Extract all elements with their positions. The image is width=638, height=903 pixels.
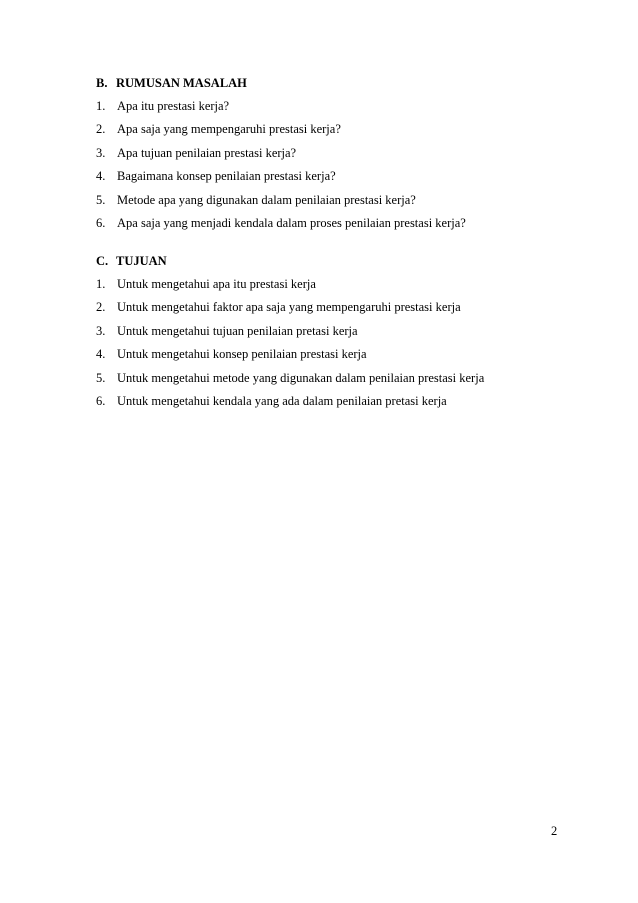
list-item — [96, 144, 466, 167]
item-number: 4. — [96, 169, 106, 184]
list-item — [96, 97, 466, 120]
section-heading — [96, 74, 466, 92]
item-text: Untuk mengetahui metode yang digunakan dalam penilaian prestasi kerja — [117, 370, 485, 385]
item-text: Apa itu prestasi kerja? — [117, 99, 230, 113]
list-item — [96, 322, 484, 345]
item-text: Apa saja yang menjadi kendala dalam proses penilaian prestasi kerja? — [117, 215, 466, 230]
list-item — [96, 214, 466, 237]
section-tujuan — [96, 252, 484, 415]
list-item — [96, 191, 466, 214]
page-number: 2 — [551, 824, 558, 838]
item-text: Untuk mengetahui faktor apa saja yang mempengaruhi prestasi kerja — [117, 300, 461, 315]
item-text: Apa saja yang mempengaruhi prestasi kerja? — [117, 122, 341, 137]
section-title: RUMUSAN MASALAH — [116, 76, 247, 90]
item-number: 1. — [96, 277, 106, 291]
list-item — [96, 275, 484, 298]
item-text: Untuk mengetahui kendala yang ada dalam penilaian pretasi kerja — [117, 393, 447, 408]
item-number: 5. — [96, 192, 106, 207]
list-item — [96, 345, 484, 368]
section-heading — [96, 252, 484, 270]
list-item — [96, 369, 484, 392]
item-number: 3. — [96, 145, 106, 160]
section-rumusan-masalah — [96, 74, 466, 237]
item-text: Untuk mengetahui apa itu prestasi kerja — [117, 277, 316, 291]
list-item — [96, 167, 466, 190]
item-number: 6. — [96, 215, 106, 230]
item-number: 1. — [96, 99, 106, 113]
item-number: 2. — [96, 122, 106, 137]
item-text: Apa tujuan penilaian prestasi kerja? — [117, 145, 297, 160]
list-item — [96, 298, 484, 321]
section-title: TUJUAN — [116, 254, 167, 268]
item-text: Bagaimana konsep penilaian prestasi kerja? — [117, 169, 336, 184]
item-number: 6. — [96, 393, 106, 408]
item-number: 3. — [96, 323, 106, 338]
item-text: Untuk mengetahui konsep penilaian prestasi kerja — [117, 347, 367, 362]
list-item — [96, 120, 466, 143]
item-number: 4. — [96, 347, 106, 362]
item-text: Untuk mengetahui tujuan penilaian pretasi kerja — [117, 323, 358, 338]
item-number: 5. — [96, 370, 106, 385]
section-letter: C. — [96, 254, 109, 268]
section-letter: B. — [96, 76, 108, 90]
item-number: 2. — [96, 300, 106, 315]
item-text: Metode apa yang digunakan dalam penilaian prestasi kerja? — [117, 192, 416, 207]
list-item — [96, 392, 484, 415]
